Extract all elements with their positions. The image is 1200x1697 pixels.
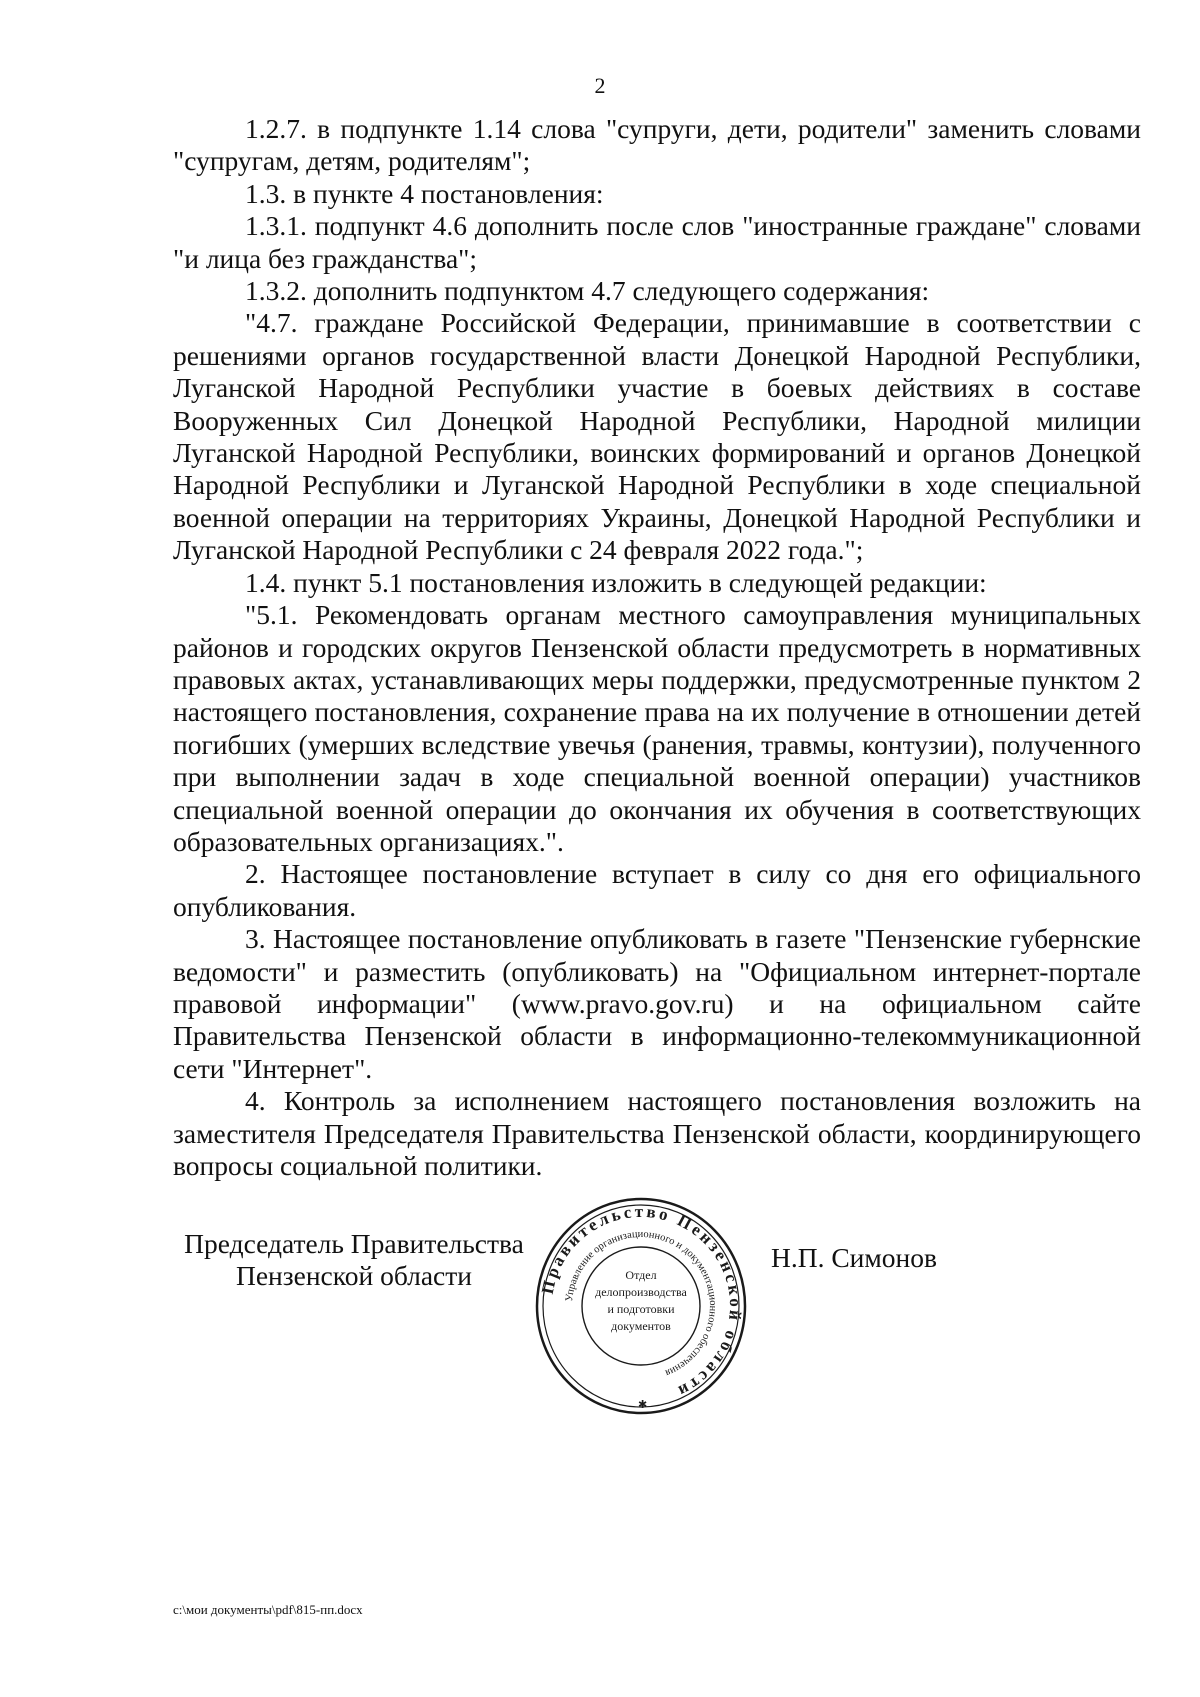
file-path-footer: c:\мои документы\pdf\815-пп.docx <box>173 1602 363 1617</box>
paragraph-1-3: 1.3. в пункте 4 постановления: <box>245 177 604 209</box>
paragraph-4: 4. Контроль за исполнением настоящего постановления возложить на заместителя Председателя Правительства Пензенской области, координирующего вопросы социальной политики. <box>173 1085 1141 1181</box>
document-body <box>173 113 1141 1182</box>
paragraph-4-7-quote: "4.7. граждане Российской Федерации, принимавшие в соответствии с решениями органов государственной власти Донецкой Народной Республики, Луганской Народной Республики участие в боевых действиях в составе Вооруженных Сил Донецкой Народной Республики, Народной милиции Луганской Народной Республики, воинских формирований и органов Донецкой Народной Республики и Луганской Народной Республики в ходе специальной военной операции на территориях Украины, Донецкой Народной Республики и Луганской Народной Республики с 24 февраля 2022 года."; <box>173 307 1141 566</box>
seal-middle-text: Управление организационного и документационного обеспечения <box>564 1228 719 1379</box>
paragraph-3: 3. Настоящее постановление опубликовать в газете "Пензенские губернские ведомости" и разместить (опубликовать) на "Официальном интернет-портале правовой информации" (www.pravo.gov.ru) и на официальном сайте Правительства Пензенской области в информационно-телекоммуникационной сети "Интернет". <box>173 923 1141 1084</box>
seal-center-line-4: документов <box>611 1319 671 1333</box>
signer-position-line-1: Председатель Правительства <box>184 1228 524 1259</box>
paragraph-1-4: 1.4. пункт 5.1 постановления изложить в следующей редакции: <box>245 566 987 598</box>
paragraph-5-1-quote: "5.1. Рекомендовать органам местного самоуправления муниципальных районов и городских округов Пензенской области предусмотреть в нормативных правовых актах, устанавливающих меры поддержки, предусмотренные пунктом 2 настоящего постановления, сохранение права на их получение в отношении детей погибших (умерших вследствие увечья (ранения, травмы, контузии), полученного при выполнении задач в ходе специальной военной операции) участников специальной военной операции до окончания их обучения в соответствующих образовательных организациях.". <box>173 599 1141 857</box>
signer-name: Н.П. Симонов <box>771 1242 938 1273</box>
paragraph-1-3-2: 1.3.2. дополнить подпунктом 4.7 следующего содержания: <box>245 275 930 307</box>
signer-position-line-2: Пензенской области <box>235 1260 472 1292</box>
seal-center-line-2: делопроизводства <box>595 1285 687 1299</box>
seal-center-line-1: Отдел <box>625 1268 657 1282</box>
signer-position <box>173 1228 535 1293</box>
paragraph-1-3-1: 1.3.1. подпункт 4.6 дополнить после слов "иностранные граждане" словами "и лица без гражданства"; <box>173 210 1141 274</box>
seal-outer-text: Правительство Пензенской области <box>537 1201 746 1403</box>
paragraph-1-2-7: 1.2.7. в подпункте 1.14 слова "супруги, дети, родители" заменить словами "супругам, детям, родителям"; <box>173 113 1141 177</box>
official-seal <box>534 1195 748 1417</box>
paragraph-2: 2. Настоящее постановление вступает в силу со дня его официального опубликования. <box>173 858 1141 922</box>
seal-star-bottom: ✱ <box>638 1398 648 1411</box>
seal-center-line-3: и подготовки <box>607 1302 675 1316</box>
page-number: 2 <box>594 73 606 98</box>
